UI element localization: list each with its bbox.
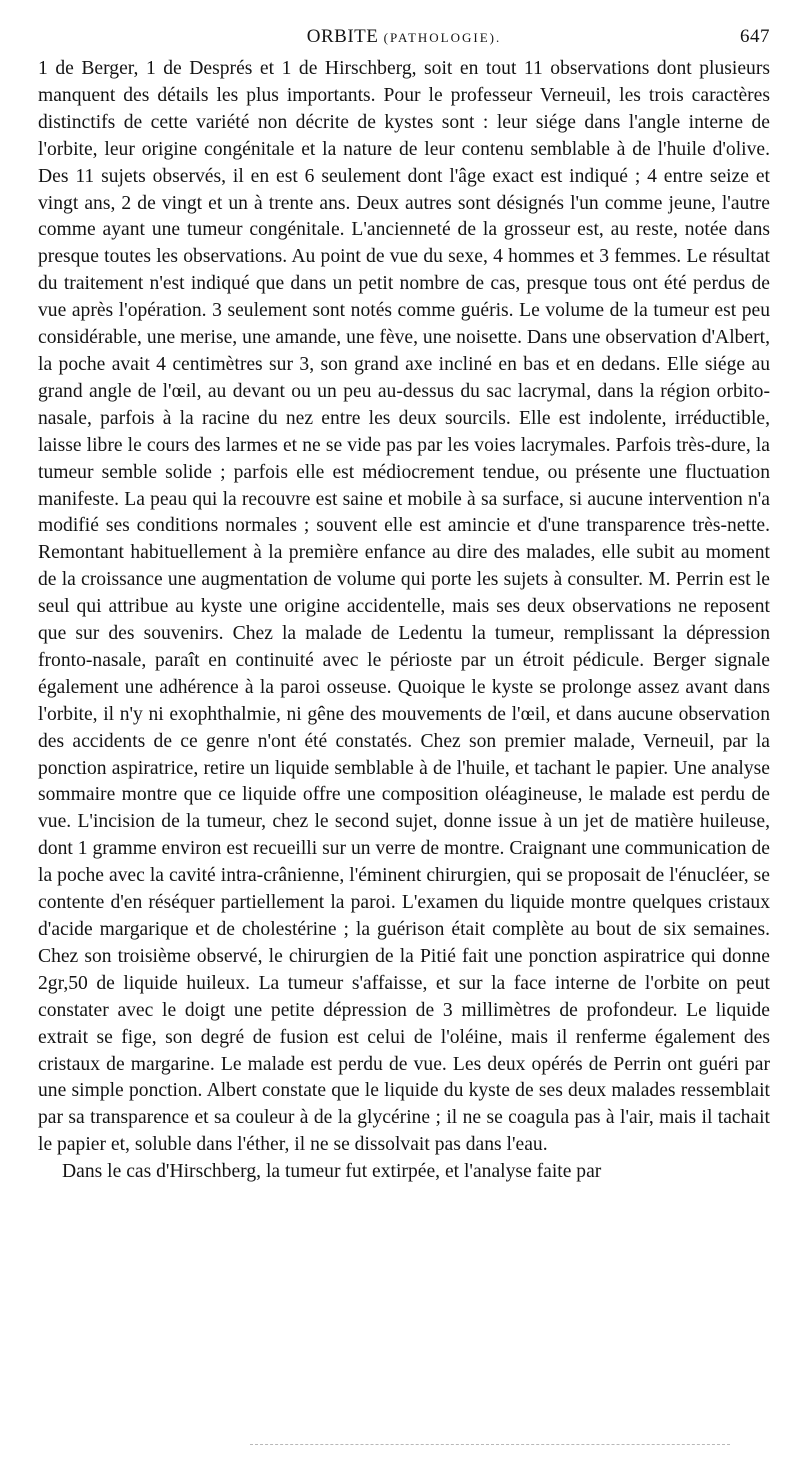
- footer-divider: [250, 1444, 730, 1445]
- running-title: [38, 26, 770, 48]
- body-text: [38, 56, 770, 1186]
- paragraph: 1 de Berger, 1 de Després et 1 de Hirschberg, soit en tout 11 observations dont plusieurs manquent des détails les plus importants. Pour le professeur Verneuil, les trois caractères distinctifs de cette variété non décrite de kystes sont : leur siége dans l'angle interne de l'orbite, leur origine congénitale et la nature de leur contenu semblable à de l'huile d'olive. Des 11 sujets observés, il en est 6 seulement dont l'âge exact est indiqué ; 4 entre seize et vingt ans, 2 de vingt et un à trente ans. Deux autres sont désignés l'un comme jeune, l'autre comme ayant une tumeur congénitale. L'ancienneté de la grosseur est, au reste, notée dans presque toutes les observations. Au point de vue du sexe, 4 hommes et 3 femmes. Le résultat du traitement n'est indiqué que dans un petit nombre de cas, presque tous ont été perdus de vue après l'opération. 3 seulement sont notés comme guéris. Le volume de la tumeur est peu considérable, une merise, une amande, une fève, une noisette. Dans une observation d'Albert, la poche avait 4 centimètres sur 3, son grand axe incliné en bas et en dedans. Elle siége au grand angle de l'œil, au devant ou un peu au-dessus du sac lacrymal, dans la région orbito-nasale, parfois à la racine du nez entre les deux sourcils. Elle est indolente, irréductible, laisse libre le cours des larmes et ne se vide pas par les voies lacrymales. Parfois très-dure, la tumeur semble solide ; parfois elle est médiocrement tendue, ou présente une fluctuation manifeste. La peau qui la recouvre est saine et mobile à sa surface, si aucune intervention n'a modifié ses conditions normales ; souvent elle est amincie et d'une transparence très-nette. Remontant habituellement à la première enfance au dire des malades, elle subit au moment de la croissance une augmentation de volume qui porte les sujets à consulter. M. Perrin est le seul qui attribue au kyste une origine accidentelle, mais ses deux observations ne reposent que sur des souvenirs. Chez la malade de Ledentu la tumeur, remplissant la dépression fronto-nasale, paraît en continuité avec le périoste par un étroit pédicule. Berger signale également une adhérence à la paroi osseuse. Quoique le kyste se prolonge assez avant dans l'orbite, il n'y ni exophthalmie, ni gêne des mouvements de l'œil, et dans aucune observation des accidents de ce genre n'ont été constatés. Chez son premier malade, Verneuil, par la ponction aspiratrice, retire un liquide semblable à de l'huile, et tachant le papier. Une analyse sommaire montre que ce liquide offre une composition oléagineuse, le malade est perdu de vue. L'incision de la tumeur, chez le second sujet, donne issue à un jet de matière huileuse, dont 1 gramme environ est recueilli sur un verre de montre. Craignant une communication de la poche avec la cavité intra-crânienne, l'éminent chirurgien, qui se proposait de l'énucléer, se contente d'en réséquer partiellement la paroi. L'examen du liquide montre quelques cristaux d'acide margarique et de cholestérine ; la guérison était complète au bout de six semaines. Chez son troisième observé, le chirurgien de la Pitié fait une ponction aspiratrice qui donne 2gr,50 de liquide huileux. La tumeur s'affaisse, et sur la face interne de l'orbite on peut constater avec le doigt une petite dépression de 3 millimètres de profondeur. Le liquide extrait se fige, son degré de fusion est celui de l'oléine, mais il renferme également des cristaux de margarine. Le malade est perdu de vue. Les deux opérés de Perrin ont guéri par une simple ponction. Albert constate que le liquide du kyste de ses deux malades ressemblait par sa transparence et sa couleur à de la glycérine ; il ne se coagula pas à l'air, mais il tachait le papier et, soluble dans l'éther, il ne se dissolvait pas dans l'eau.: [38, 58, 770, 1156]
- paragraph: Dans le cas d'Hirschberg, la tumeur fut extirpée, et l'analyse faite par: [62, 1161, 602, 1183]
- page-number: 647: [740, 26, 770, 47]
- header-title: ORBITE: [306, 26, 379, 47]
- running-head: [38, 26, 770, 52]
- page: [38, 26, 770, 1186]
- header-subtitle: (PATHOLOGIE).: [383, 30, 502, 45]
